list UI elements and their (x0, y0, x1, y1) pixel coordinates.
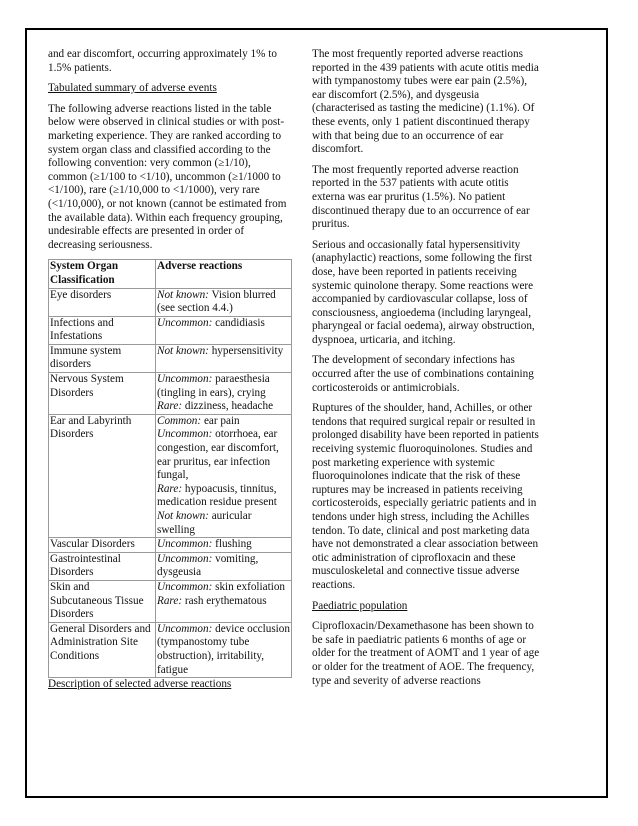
reaction-text: candidiasis (212, 316, 265, 329)
reactions-cell (156, 288, 292, 316)
reaction-entry (157, 317, 290, 331)
table-row (49, 580, 292, 622)
reaction-text: paraesthesia (tingling in ears), crying (157, 373, 270, 399)
reaction-text: auricular swelling (157, 510, 252, 536)
reaction-text: rash erythematous (182, 594, 267, 607)
table-row (49, 316, 292, 344)
reaction-text: device occlusion (tympanostomy tube obstruction), irritability, fatigue (157, 622, 290, 676)
reactions-cell (156, 414, 292, 537)
soc-cell: Eye disorders (49, 288, 156, 316)
soc-cell: Immune system disorders (49, 344, 156, 372)
reaction-text: flushing (212, 538, 252, 551)
reaction-text: otorrhoea, ear congestion, ear discomfort, ear pruritus, ear infection fungal, (157, 428, 279, 482)
right-paragraph-4: The development of secondary infections has occurred after the use of combinations containing corticosteroids or antimicrobials. (312, 354, 534, 394)
reactions-cell (156, 344, 292, 372)
reaction-entry (157, 553, 290, 580)
table-row (49, 538, 292, 553)
right-column (312, 48, 542, 695)
soc-cell: Nervous System Disorders (49, 373, 156, 415)
reactions-cell (156, 373, 292, 415)
reaction-entry (157, 623, 290, 677)
reactions-cell (156, 622, 292, 677)
table-row (49, 414, 292, 537)
intro-paragraph: and ear discomfort, occurring approximately 1% to 1.5% patients. (48, 48, 277, 74)
reaction-text: hypersensitivity (208, 344, 284, 357)
frequency-label: Not known: (157, 288, 209, 301)
table-row (49, 622, 292, 677)
reaction-entry (157, 289, 290, 316)
reaction-entry (157, 483, 290, 510)
paediatric-heading: Paediatric population (312, 599, 408, 612)
table-row (49, 552, 292, 580)
soc-cell: Ear and Labyrinth Disorders (49, 414, 156, 537)
reaction-entry (157, 428, 290, 482)
reaction-text: hypoacusis, tinnitus, medication residue present (157, 482, 277, 509)
reaction-text: Vision blurred (see section 4.4.) (157, 288, 276, 315)
header-soc: System Organ Classification (49, 260, 156, 288)
reaction-entry (157, 345, 290, 359)
adverse-reactions-table (48, 259, 292, 678)
soc-cell: Vascular Disorders (49, 538, 156, 553)
description-heading: Description of selected adverse reactions (48, 678, 232, 691)
table-body (49, 288, 292, 678)
frequency-label: Uncommon: (157, 373, 213, 386)
soc-cell: Infections and Infestations (49, 316, 156, 344)
frequency-label: Uncommon: (157, 428, 213, 441)
soc-cell: Gastrointestinal Disorders (49, 552, 156, 580)
right-paragraph-5: Ruptures of the shoulder, hand, Achilles, or other tendons that required surgical repair or resulted in prolonged disability have been reported in patients receiving systemic fluoroquinolones. Studies and post marketing experience with systemic fluoroquinolones indicate that the risk of these ruptures may be increased in patients receiving corticosteroids, especially geriatric patients and in tendons under high stress, including the Achilles tendon. To date, clinical and post marketing data have not demonstrated a clear association between otic administration of ciprofloxacin and these musculoskeletal and connective tissue adverse reactions. (312, 402, 539, 591)
frequency-label: Rare: (157, 400, 183, 413)
table-row (49, 288, 292, 316)
frequency-label: Not known: (157, 344, 209, 357)
frequency-label: Rare: (157, 594, 183, 607)
reactions-cell (156, 316, 292, 344)
frequency-label: Uncommon: (157, 316, 213, 329)
reaction-text: vomiting, dysgeusia (157, 552, 259, 579)
reaction-entry (157, 373, 290, 400)
frequency-label: Not known: (157, 510, 209, 522)
reactions-cell (156, 552, 292, 580)
reaction-entry (157, 595, 290, 609)
left-column (48, 48, 292, 699)
right-paragraph-3: Serious and occasionally fatal hypersensitivity (anaphylactic) reactions, some following the first dose, have been reported in patients receiving systemic quinolone therapy. Some reactions were accompanied by cardiovascular collapse, loss of consciousness, angioedema (including laryngeal, pharyngeal or facial oedema), airway obstruction, dyspnoea, urticaria, and itching. (312, 238, 535, 346)
reaction-entry (157, 510, 290, 537)
frequency-label: Uncommon: (157, 622, 213, 635)
reaction-entry (157, 400, 290, 414)
frequency-label: Uncommon: (157, 552, 213, 565)
frequency-label: Uncommon: (157, 538, 213, 551)
header-reactions: Adverse reactions (156, 260, 292, 288)
right-paragraph-2: The most frequently reported adverse reaction reported in the 537 patients with acute otitis externa was ear pruritus (1.5%). No patient discontinued therapy due to an occurrence of ear pruritus. (312, 163, 530, 231)
right-paragraph-1: The most frequently reported adverse reactions reported in the 439 patients with acute otitis media with tympanostomy tubes were ear pain (2.5%), ear discomfort (2.5%), and dysgeusia (characterised as tasting the medicine) (1.1%). Of these events, only 1 patient discontinued therapy with that being due to an occurrence of ear discomfort. (312, 48, 539, 156)
reaction-text: skin exfoliation (212, 580, 286, 593)
reaction-entry (157, 538, 290, 552)
convention-paragraph: The following adverse reactions listed in the table below were observed in clinical studies or with post-marketing experience. They are ranked according to system organ class and classified according to the following convention: very common (≥1/10), common (≥1/100 to <1/10), uncommon (≥1/1000 to <1/100), rare (≥1/10,000 to <1/1000), very rare (<1/10,000), or not known (cannot be estimated from the available data). Within each frequency grouping, undesirable effects are presented in order of decreasing seriousness. (48, 102, 287, 251)
reactions-cell (156, 538, 292, 553)
reaction-text: dizziness, headache (182, 400, 274, 413)
frequency-label: Uncommon: (157, 580, 213, 593)
table-row (49, 373, 292, 415)
soc-cell: General Disorders and Administration Site Conditions (49, 622, 156, 677)
reaction-text: ear pain (201, 414, 240, 427)
frequency-label: Common: (157, 414, 202, 427)
frequency-label: Rare: (157, 482, 183, 495)
table-row (49, 344, 292, 372)
soc-cell: Skin and Subcutaneous Tissue Disorders (49, 580, 156, 622)
table-header-row (49, 260, 292, 288)
tabulated-summary-heading: Tabulated summary of adverse events (48, 82, 217, 95)
right-paragraph-6: Ciprofloxacin/Dexamethasone has been shown to be safe in paediatric patients 6 months of age or older for the treatment of AOMT and 1 year of age or older for the treatment of AOE. The frequency, type and severity of adverse reactions (312, 620, 540, 687)
reactions-cell (156, 580, 292, 622)
reaction-entry (157, 415, 290, 429)
reaction-entry (157, 581, 290, 595)
